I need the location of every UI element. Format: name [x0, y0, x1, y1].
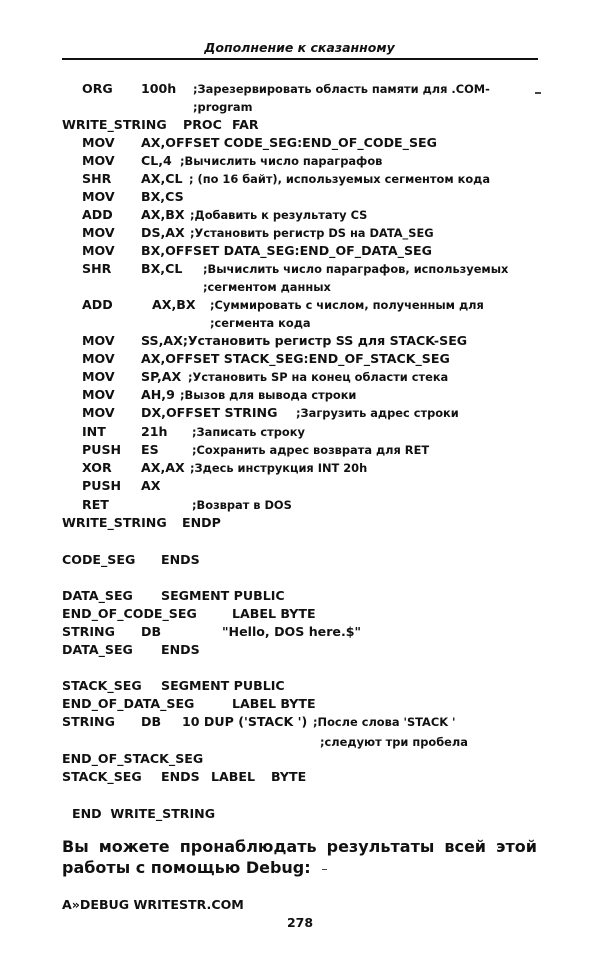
mnemonic: RET — [82, 497, 109, 512]
code-line-org — [0, 80, 600, 98]
mnemonic: MOV — [82, 243, 115, 258]
operand: "Hello, DOS here.$" — [222, 624, 362, 639]
label: END_OF_STACK_SEG — [62, 751, 204, 766]
operand: BYTE — [271, 769, 307, 784]
operand: AH,9 — [141, 387, 175, 402]
comment: ;Вычислить число параграфов, используемых — [203, 262, 509, 276]
comment: ;Добавить к результату CS — [190, 208, 368, 222]
mnemonic: ORG — [82, 81, 113, 96]
operand: ES — [141, 442, 159, 457]
code-line-stack-seg — [0, 677, 600, 695]
label: END_OF_CODE_SEG — [62, 606, 197, 621]
page-number: 278 — [286, 915, 314, 930]
mnemonic: MOV — [82, 333, 115, 348]
code-line-stack-db — [0, 713, 600, 731]
operand: BX,OFFSET DATA_SEG:END_OF_DATA_SEG — [141, 243, 432, 258]
code-line-data-seg — [0, 587, 600, 605]
directive: SEGMENT PUBLIC — [161, 588, 285, 603]
body-paragraph: Вы можете пронаблюдать результаты всей этой работы с помощью Debug: — [62, 837, 537, 877]
code-line-end-data-label — [0, 695, 600, 713]
code-line-string-db — [0, 623, 600, 641]
code-line-add2 — [0, 296, 600, 314]
code-line-proc-end — [0, 514, 600, 532]
code-line-push1 — [0, 441, 600, 459]
operand: AX,OFFSET CODE_SEG:END_OF_CODE_SEG — [141, 135, 437, 150]
directive: LABEL BYTE — [232, 606, 316, 621]
operand: CL,4 — [141, 153, 172, 168]
code-line-mov2 — [0, 152, 600, 170]
running-header: Дополнение к сказанному — [204, 40, 395, 55]
code-line-mov3 — [0, 188, 600, 206]
operand: AX,AX — [141, 460, 185, 475]
command-text: A»DEBUG WRITESTR.COM — [62, 897, 244, 912]
comment: ; (по 16 байт), используемых сегментом кода — [189, 172, 491, 186]
operand: DX,OFFSET STRING — [141, 405, 278, 420]
code-line-mov1 — [0, 134, 600, 152]
operand: 21h — [141, 424, 168, 439]
label: STRING — [62, 714, 115, 729]
code-line-end-code-label — [0, 605, 600, 623]
mnemonic: MOV — [82, 225, 115, 240]
label: CODE_SEG — [62, 552, 136, 567]
header-rule — [62, 58, 538, 60]
operand: AX,CL — [141, 171, 183, 186]
code-line-mov4 — [0, 224, 600, 242]
label: STRING — [62, 624, 115, 639]
comment: ;Зарезервировать область памяти для .COM- — [193, 82, 490, 96]
code-line-mov8 — [0, 368, 600, 386]
margin-mark — [322, 869, 327, 870]
directive: LABEL — [211, 769, 255, 784]
directive: LABEL BYTE — [232, 696, 316, 711]
comment: ;program — [193, 100, 253, 114]
comment: ;Вычислить число параграфов — [180, 154, 383, 168]
code-line-stack-ends — [0, 768, 600, 786]
operand: AX,BX — [152, 297, 196, 312]
command-line — [0, 896, 600, 914]
margin-mark — [535, 92, 541, 94]
comment: ;Установить регистр DS на DATA_SEG — [190, 226, 434, 240]
mnemonic: ADD — [82, 297, 113, 312]
code-line-mov6 — [0, 332, 600, 350]
code-line-add2-cont — [0, 314, 600, 332]
code-line-proc-start — [0, 116, 600, 134]
directive: ENDP — [182, 515, 221, 530]
code-line-end-stack — [0, 750, 600, 768]
code-line-org-cont — [0, 98, 600, 116]
comment: ;сегментом данных — [203, 280, 331, 294]
code-line-mov7 — [0, 350, 600, 368]
code-line-end — [0, 805, 600, 823]
operand: 10 DUP ('STACK ') — [182, 714, 308, 729]
mnemonic: MOV — [82, 369, 115, 384]
code-line-shr1 — [0, 170, 600, 188]
label: WRITE_STRING — [62, 515, 167, 530]
comment: ;Загрузить адрес строки — [296, 406, 459, 420]
mnemonic: PUSH — [82, 442, 122, 457]
directive: ENDS — [161, 769, 200, 784]
mnemonic: INT — [82, 424, 106, 439]
comment: ;Установить SP на конец области стека — [188, 370, 449, 384]
directive: END WRITE_STRING — [72, 806, 216, 821]
code-line-add1 — [0, 206, 600, 224]
directive: SEGMENT PUBLIC — [161, 678, 285, 693]
operand: DS,AX — [141, 225, 185, 240]
operand: AX,BX — [141, 207, 185, 222]
code-line-shr2-cont — [0, 278, 600, 296]
operand: FAR — [232, 117, 259, 132]
code-line-data-ends — [0, 641, 600, 659]
code-line-shr2 — [0, 260, 600, 278]
mnemonic: MOV — [82, 135, 115, 150]
comment: ;Записать строку — [192, 425, 305, 439]
mnemonic: PUSH — [82, 478, 122, 493]
operand: AX — [141, 478, 161, 493]
mnemonic: SHR — [82, 171, 112, 186]
code-line-int — [0, 423, 600, 441]
directive: DB — [141, 624, 162, 639]
mnemonic: ADD — [82, 207, 113, 222]
code-line-code-ends — [0, 551, 600, 569]
mnemonic: MOV — [82, 387, 115, 402]
directive: ENDS — [161, 642, 200, 657]
directive: PROC — [183, 117, 222, 132]
directive: DB — [141, 714, 162, 729]
mnemonic: MOV — [82, 405, 115, 420]
mnemonic: MOV — [82, 351, 115, 366]
code-line-ret — [0, 496, 600, 514]
operand: SS,AX;Установить регистр SS для STACK-SEG — [141, 333, 468, 348]
mnemonic: MOV — [82, 153, 115, 168]
code-line-mov10 — [0, 404, 600, 422]
label: STACK_SEG — [62, 769, 142, 784]
operand: AX,OFFSET STACK_SEG:END_OF_STACK_SEG — [141, 351, 450, 366]
comment: ;сегмента кода — [210, 316, 311, 330]
label: STACK_SEG — [62, 678, 142, 693]
label: DATA_SEG — [62, 588, 133, 603]
label: DATA_SEG — [62, 642, 133, 657]
mnemonic: XOR — [82, 460, 112, 475]
directive: ENDS — [161, 552, 200, 567]
mnemonic: SHR — [82, 261, 112, 276]
mnemonic: MOV — [82, 189, 115, 204]
comment: ;Здесь инструкция INT 20h — [190, 461, 368, 475]
operand: BX,CS — [141, 189, 184, 204]
comment: ;После слова 'STACK ' — [313, 715, 456, 729]
comment: ;Возврат в DOS — [192, 498, 292, 512]
operand: BX,CL — [141, 261, 183, 276]
code-line-mov5 — [0, 242, 600, 260]
operand: SP,AX — [141, 369, 182, 384]
code-line-xor — [0, 459, 600, 477]
comment: ;Вызов для вывода строки — [180, 388, 357, 402]
label: WRITE_STRING — [62, 117, 167, 132]
comment: ;следуют три пробела — [320, 735, 468, 749]
comment: ;Суммировать с числом, полученным для — [210, 298, 484, 312]
operand: 100h — [141, 81, 177, 96]
code-line-stack-db-cont — [0, 733, 600, 751]
code-line-push2 — [0, 477, 600, 495]
label: END_OF_DATA_SEG — [62, 696, 195, 711]
code-line-mov9 — [0, 386, 600, 404]
comment: ;Сохранить адрес возврата для RET — [192, 443, 430, 457]
